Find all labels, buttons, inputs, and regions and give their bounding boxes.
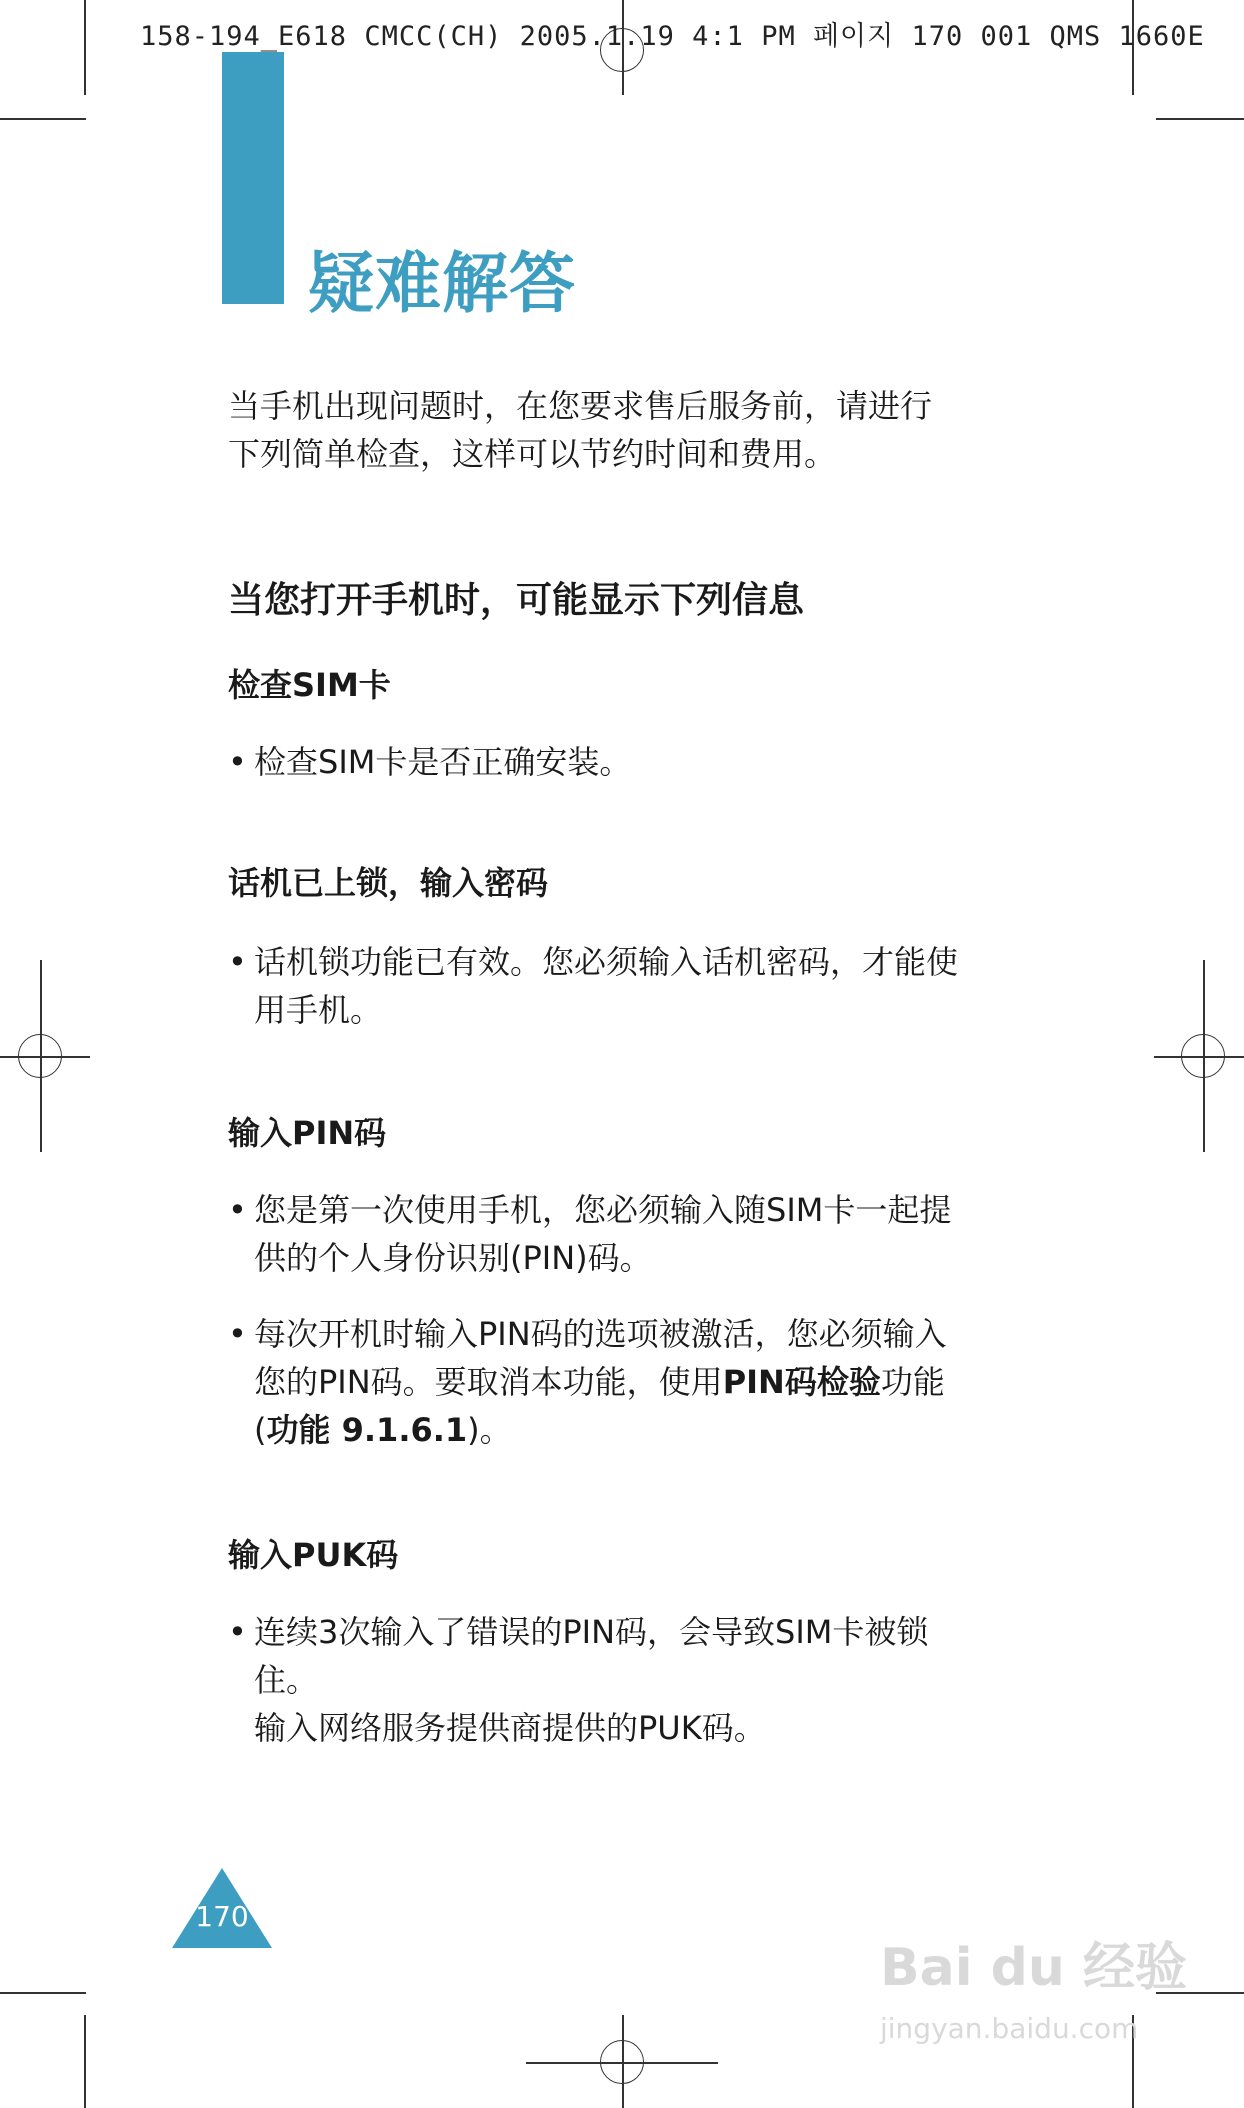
bullet-text xyxy=(254,1406,1008,1454)
bullet-text: 您是第一次使用手机，您必须输入随SIM卡一起提 xyxy=(254,1191,952,1229)
item-heading: 输入PUK码 xyxy=(228,1536,399,1574)
section-title: 当您打开手机时，可能显示下列信息 xyxy=(228,580,805,621)
text-run: 功能 xyxy=(880,1363,945,1401)
bullet-item xyxy=(228,1186,1008,1282)
crop-mark xyxy=(0,118,86,120)
watermark-logo: Bai du 经验 xyxy=(880,1938,1187,1998)
bullet-dot: • xyxy=(228,1315,247,1353)
page-title: 疑难解答 xyxy=(308,245,576,322)
bullet-dot: • xyxy=(228,743,247,781)
crop-mark xyxy=(84,2015,86,2108)
bullet-item xyxy=(228,738,1008,786)
registration-mark xyxy=(1181,1034,1225,1078)
bullet-text: 每次开机时输入PIN码的选项被激活，您必须输入 xyxy=(254,1315,947,1353)
bullet-item xyxy=(228,1310,1008,1454)
bullet-text: 话机锁功能已有效。您必须输入话机密码，才能使 xyxy=(254,943,959,981)
bullet-dot: • xyxy=(228,1613,247,1651)
item-heading: 输入PIN码 xyxy=(228,1114,387,1152)
crop-mark xyxy=(84,0,86,95)
text-run: ( xyxy=(254,1411,267,1449)
bold-run: PIN码检验 xyxy=(722,1363,881,1401)
bullet-text xyxy=(254,1358,1008,1406)
text-run: 您的PIN码。要取消本功能，使用 xyxy=(254,1363,723,1401)
page-number: 170 xyxy=(195,1900,249,1933)
bullet-text: 连续3次输入了错误的PIN码，会导致SIM卡被锁 xyxy=(254,1613,929,1651)
bullet-text: 检查SIM卡是否正确安装。 xyxy=(254,743,632,781)
registration-mark xyxy=(600,2040,644,2084)
accent-bar xyxy=(222,52,284,304)
intro-line: 下列简单检查，这样可以节约时间和费用。 xyxy=(228,435,837,473)
watermark-url: jingyan.baidu.com xyxy=(880,2012,1139,2045)
bullet-dot: • xyxy=(228,1191,247,1229)
crop-mark xyxy=(1156,118,1244,120)
item-heading: 检查SIM卡 xyxy=(228,666,391,704)
bullet-dot: • xyxy=(228,943,247,981)
text-run: )。 xyxy=(467,1411,512,1449)
bullet-text: 住。 xyxy=(254,1661,319,1699)
crop-mark xyxy=(0,1992,86,1994)
bold-run: 功能 9.1.6.1 xyxy=(266,1411,468,1449)
intro-line: 当手机出现问题时，在您要求售后服务前，请进行 xyxy=(228,387,933,425)
bullet-text: 输入网络服务提供商提供的PUK码。 xyxy=(254,1709,766,1747)
item-heading: 话机已上锁，输入密码 xyxy=(228,864,549,902)
print-header: 158-194_E618 CMCC(CH) 2005.1.19 4:1 PM 페이지 170 001 QMS 1660E xyxy=(140,21,1205,52)
registration-mark xyxy=(18,1034,62,1078)
bullet-text: 供的个人身份识别(PIN)码。 xyxy=(254,1239,652,1277)
bullet-item xyxy=(228,938,1008,1034)
bullet-item xyxy=(228,1608,1008,1752)
bullet-text: 用手机。 xyxy=(254,991,383,1029)
intro-paragraph xyxy=(228,382,1008,478)
